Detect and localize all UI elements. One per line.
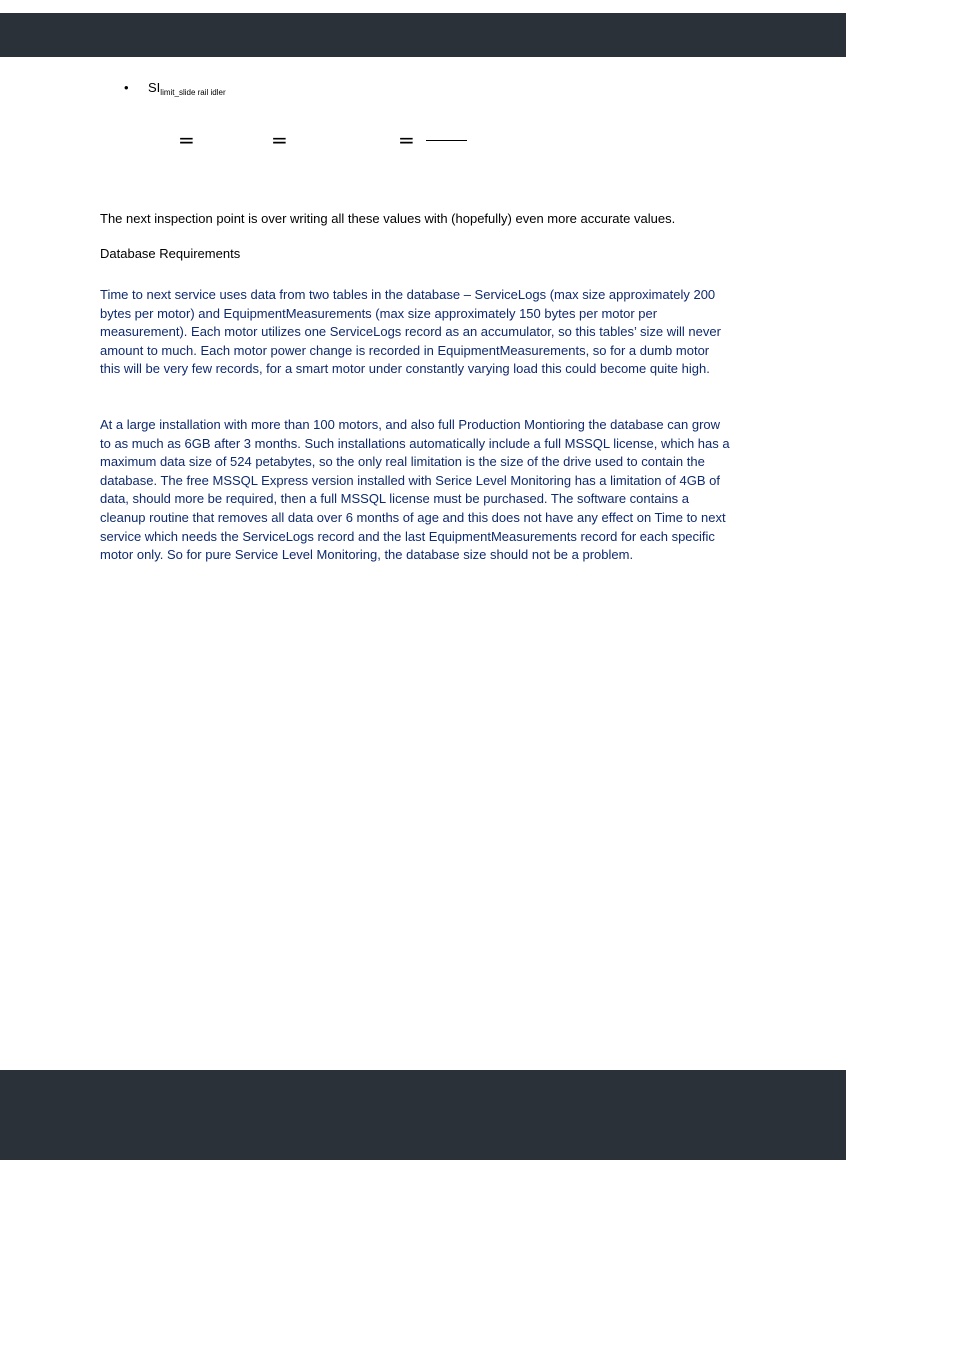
fraction-bar [426, 140, 467, 141]
bullet-item [124, 80, 226, 101]
section-heading: Database Requirements [100, 246, 241, 261]
equals-sign-2: = [271, 128, 288, 152]
database-paragraph-2: At a large installation with more than 100 motors, and also full Production Montioring the database can grow to as much as 6GB after 3 months. Such installations automatically include a full MSSQL license, which has a maximum data size of 524 petabytes, so the only real limitation is the size of the drive used to contain the database. The free MSSQL Express version installed with Serice Level Monitoring has a limitation of 4GB of data, should more be required, then a full MSSQL license must be purchased. The software contains a cleanup routine that removes all data over 6 months of age and this does not have any effect on Time to next service which needs the ServiceLogs record and the last EquipmentMeasurements record for each specific motor only. So for pure Service Level Monitoring, the database size should not be a problem. [100, 417, 730, 563]
bullet-subscript: limit_slide rail idler [160, 88, 226, 97]
database-paragraph-1: Time to next service uses data from two tables in the database – ServiceLogs (max size approximately 200 bytes per motor) and EquipmentMeasurements (max size approximately 150 bytes per motor per measurement). Each motor utilizes one ServiceLogs record as an accumulator, so this tables’ size will never amount to much. Each motor power change is recorded in EquipmentMeasurements, so for a dumb motor this will be very few records, for a smart motor under constantly varying load this could become quite high. [100, 287, 721, 377]
equals-sign-1: = [178, 128, 195, 152]
bullet-main-text: SI [148, 80, 161, 95]
page-footer-bar [0, 1070, 846, 1160]
inspection-paragraph: The next inspection point is over writing all these values with (hopefully) even more accurate values. [100, 211, 676, 226]
equals-sign-3: = [398, 128, 415, 152]
bullet-dot: • [124, 80, 129, 95]
page-header-bar [0, 13, 846, 57]
